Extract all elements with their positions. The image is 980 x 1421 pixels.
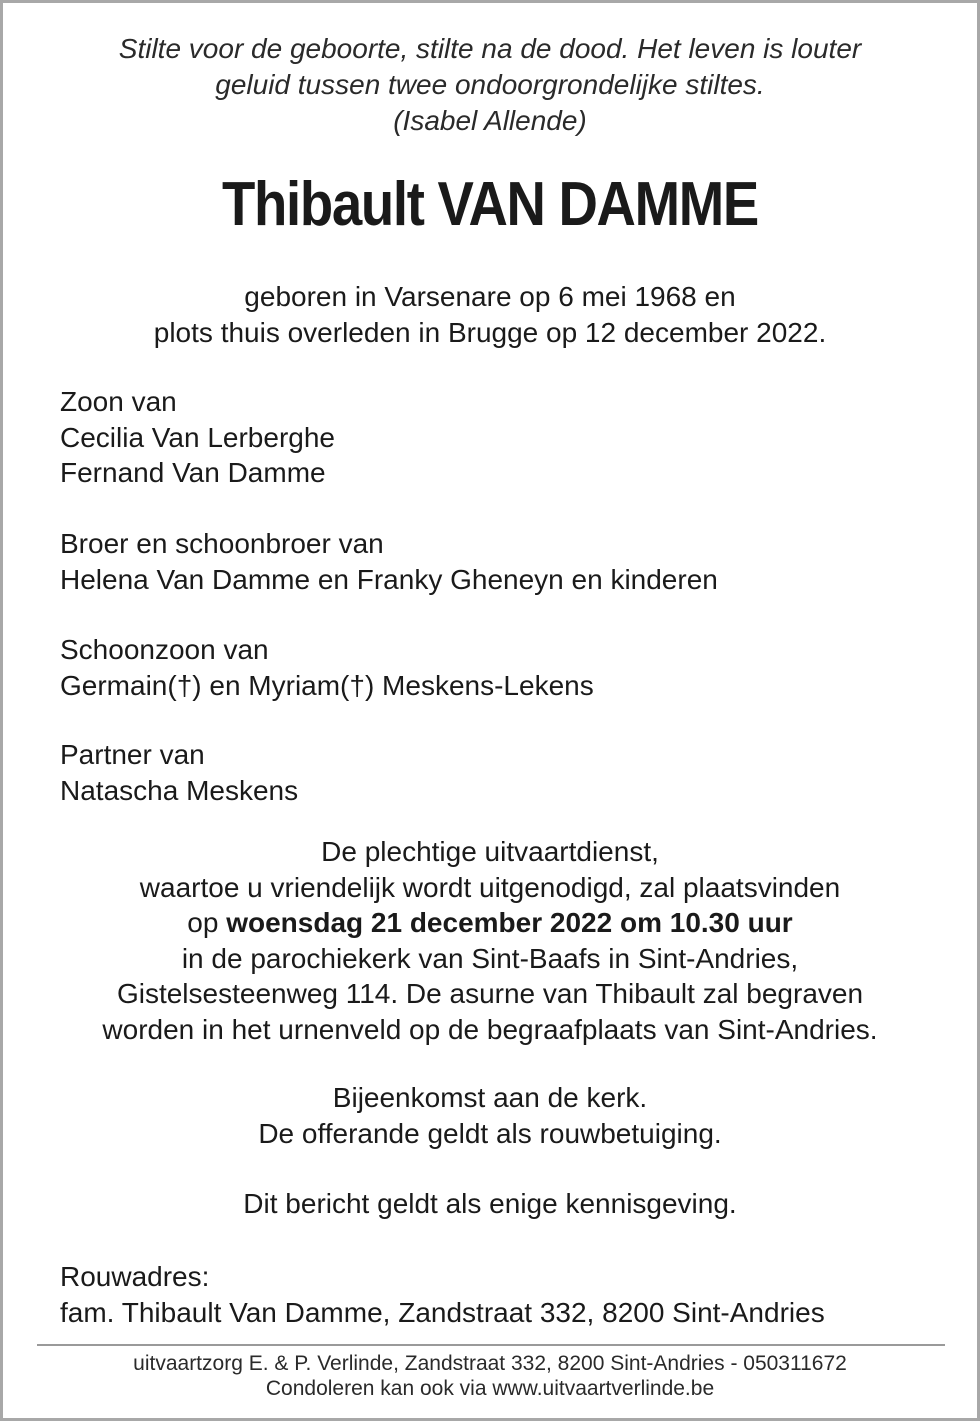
quote-line-2: geluid tussen twee ondoorgrondelijke stiltes. <box>215 69 765 100</box>
service-line: Gistelsesteenweg 114. De asurne van Thibault zal begraven <box>116 978 864 1009</box>
quote-line-1: Stilte voor de geboorte, stilte na de dood. Het leven is louter <box>118 33 862 64</box>
parents-block <box>60 384 335 491</box>
mourning-address-block <box>60 1259 825 1330</box>
inlaws-heading: Schoonzoon van <box>60 634 269 665</box>
parent-name: Cecilia Van Lerberghe <box>60 421 335 453</box>
footer <box>3 1351 977 1401</box>
funeral-director-info: uitvaartzorg E. & P. Verlinde, Zandstraat 332, 8200 Sint-Andries - 050311672 <box>133 1352 847 1375</box>
notice <box>3 1186 977 1222</box>
service-date-line <box>3 905 977 941</box>
birth-line: geboren in Varsenare op 6 mei 1968 en <box>244 281 736 312</box>
deceased-name: Thibault VAN DAMME <box>222 170 758 239</box>
sibling-heading: Broer en schoonbroer van <box>60 528 384 559</box>
service-date: woensdag 21 december 2022 om 10.30 uur <box>226 907 793 938</box>
inlaws-names: Germain(†) en Myriam(†) Meskens-Lekens <box>60 669 594 701</box>
service-line: in de parochiekerk van Sint-Baafs in Sint-Andries, <box>181 942 799 974</box>
service-line: De plechtige uitvaartdienst, <box>321 836 659 867</box>
funeral-service-details <box>3 834 977 1047</box>
death-line: plots thuis overleden in Brugge op 12 december 2022. <box>153 316 827 348</box>
sibling-block <box>60 526 718 597</box>
sibling-names: Helena Van Damme en Franky Gheneyn en kinderen <box>60 563 718 595</box>
address-line: fam. Thibault Van Damme, Zandstraat 332, 8200 Sint-Andries <box>60 1296 825 1328</box>
offering-line: De offerande geldt als rouwbetuiging. <box>258 1117 722 1149</box>
inlaws-block <box>60 632 594 703</box>
partner-heading: Partner van <box>60 739 205 770</box>
quote-author: (Isabel Allende) <box>393 105 587 136</box>
service-line: waartoe u vriendelijk wordt uitgenodigd, zal plaatsvinden <box>139 871 841 903</box>
footer-divider <box>37 1344 945 1346</box>
service-date-prefix: op <box>187 907 227 938</box>
condolence-website: Condoleren kan ook via www.uitvaartverlinde.be <box>265 1377 715 1400</box>
partner-name: Natascha Meskens <box>60 774 299 806</box>
partner-block <box>60 737 298 808</box>
birth-death-details <box>3 279 977 350</box>
notice-line: Dit bericht geldt als enige kennisgeving. <box>243 1188 737 1219</box>
parents-heading: Zoon van <box>60 386 177 417</box>
meeting-line: Bijeenkomst aan de kerk. <box>332 1082 648 1113</box>
parent-name: Fernand Van Damme <box>60 457 326 488</box>
meeting-details <box>3 1080 977 1151</box>
quote <box>3 31 977 139</box>
service-line: worden in het urnenveld op de begraafplaats van Sint-Andries. <box>102 1013 878 1045</box>
address-heading: Rouwadres: <box>60 1261 210 1292</box>
